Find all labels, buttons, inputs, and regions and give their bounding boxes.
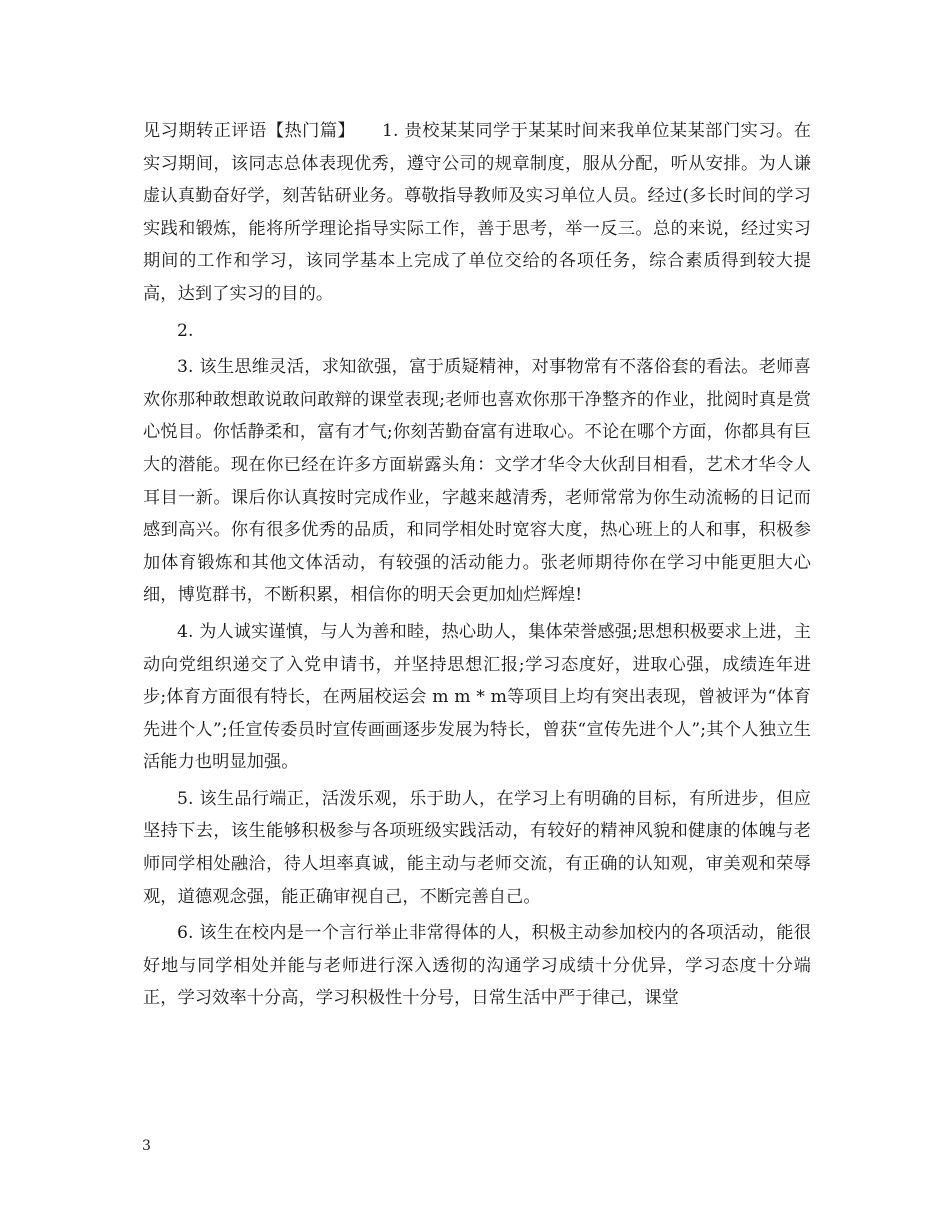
paragraph-2: 2. [177, 320, 194, 341]
paragraph-1: 见习期转正评语【热门篇】 1. 贵校某某同学于某某时间来我单位某某部门实习。在实习期间，该同志总体表现优秀，遵守公司的规章制度，服从分配，听从安排。为人谦虚认真勤奋好学，刻苦钻研业务。尊敬指导教师及实习单位人员。经过(多长时间的学习实践和锻炼，能将所学理论指导实际工作，善于思考，举一反三。总的来说，经过实习期间的工作和学习，该同学基本上完成了单位交给的各项任务，综合素质得到较大提高，达到了实习的目的。 [143, 121, 811, 304]
page-number: 3 [142, 1138, 151, 1154]
paragraph-3: 3. 该生思维灵活，求知欲强，富于质疑精神，对事物常有不落俗套的看法。老师喜欢你那种敢想敢说敢问敢辩的课堂表现;老师也喜欢你那干净整齐的作业，批阅时真是赏心悦目。你恬静柔和，富有才气;你刻苦勤奋富有进取心。不论在哪个方面，你都具有巨大的潜能。现在你已经在许多方面崭露头角：文学才华令大伙刮目相看，艺术才华令人耳目一新。课后你认真按时完成作业，字越来越清秀，老师常常为你生动流畅的日记而感到高兴。你有很多优秀的品质，和同学相处时宽容大度，热心班上的人和事，积极参加体育锻炼和其他文体活动，有较强的活动能力。张老师期待你在学习中能更胆大心细，博览群书，不断积累，相信你的明天会更加灿烂辉煌! [143, 357, 811, 606]
paragraph-6: 6. 该生在校内是一个言行举止非常得体的人，积极主动参加校内的各项活动，能很好地与同学相处并能与老师进行深入透彻的沟通学习成绩十分优异，学习态度十分端正，学习效率十分高，学习积极性十分号，日常生活中严于律己，课堂 [143, 923, 811, 1009]
paragraph-5: 5. 该生品行端正，活泼乐观，乐于助人，在学习上有明确的目标，有所进步，但应坚持下去，该生能够积极参与各项班级实践活动，有较好的精神风貌和健康的体魄与老师同学相处融洽，待人坦率真诚，能主动与老师交流，有正确的认知观，审美观和荣辱观，道德观念强，能正确审视自己，不断完善自己。 [143, 788, 811, 907]
paragraph-4: 4. 为人诚实谨慎，与人为善和睦，热心助人，集体荣誉感强;思想积极要求上进，主动向党组织递交了入党申请书，并坚持思想汇报;学习态度好，进取心强，成绩连年进步;体育方面很有特长，在两届校运会 m m * m等项目上均有突出表现，曾被评为“体育先进个人”;任宣传委员时宣传画画逐步发展为特长，曾获“宣传先进个人”;其个人独立生活能力也明显加强。 [143, 621, 811, 773]
document-body [143, 115, 811, 1015]
